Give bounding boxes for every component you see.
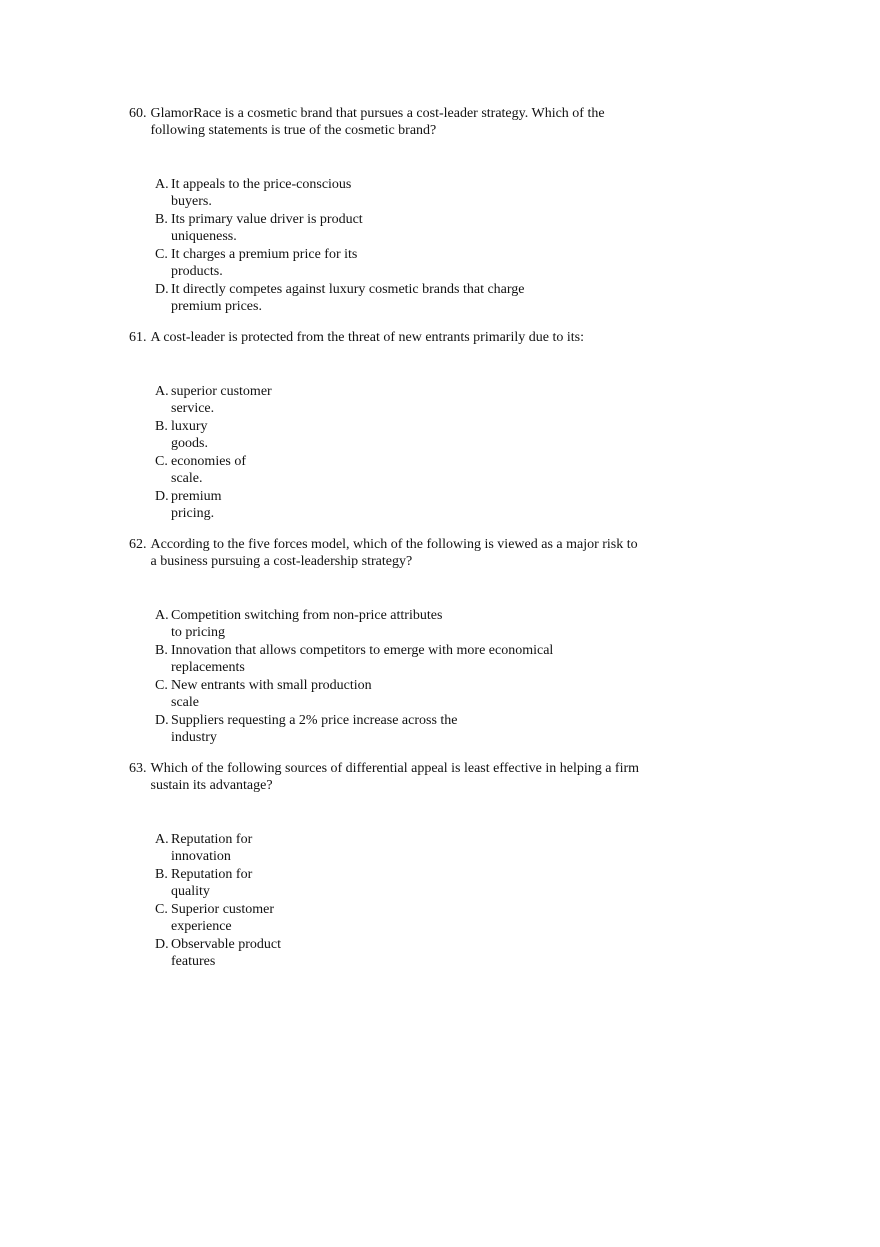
option-a[interactable] — [155, 607, 689, 641]
question-number: 62. — [129, 537, 147, 552]
question-stem — [129, 105, 689, 139]
option-b[interactable] — [155, 418, 689, 452]
option-text: quality — [171, 884, 210, 899]
question-60 — [129, 105, 689, 316]
option-text: It appeals to the price-conscious — [171, 177, 352, 192]
option-b[interactable] — [155, 866, 689, 900]
option-letter: B. — [155, 212, 168, 227]
option-letter: C. — [155, 678, 168, 693]
option-text: Innovation that allows competitors to emerge with more economical — [171, 643, 554, 658]
stem-line: sustain its advantage? — [150, 778, 273, 793]
option-text: It directly competes against luxury cosmetic brands that charge — [171, 282, 525, 297]
option-d[interactable] — [155, 936, 689, 970]
option-b[interactable] — [155, 211, 689, 245]
stem-line: A cost-leader is protected from the threat of new entrants primarily due to its: — [150, 330, 584, 345]
option-text: economies of — [171, 454, 247, 469]
option-letter: A. — [155, 384, 169, 399]
question-number: 63. — [129, 761, 147, 776]
stem-line: following statements is true of the cosmetic brand? — [150, 123, 437, 138]
option-text: service. — [171, 401, 215, 416]
question-stem — [129, 536, 689, 570]
option-letter: A. — [155, 177, 169, 192]
option-text: Competition switching from non-price attributes — [171, 608, 443, 623]
option-c[interactable] — [155, 677, 689, 711]
stem-line: Which of the following sources of differential appeal is least effective in helping a firm — [150, 761, 640, 776]
option-c[interactable] — [155, 901, 689, 935]
option-text: superior customer — [171, 384, 272, 399]
option-text: products. — [171, 264, 223, 279]
option-text: Observable product — [171, 937, 282, 952]
option-text: buyers. — [171, 194, 212, 209]
option-text: It charges a premium price for its — [171, 247, 358, 262]
option-text: Its primary value driver is product — [171, 212, 363, 227]
option-c[interactable] — [155, 246, 689, 280]
option-text: innovation — [171, 849, 231, 864]
option-text: experience — [171, 919, 232, 934]
option-a[interactable] — [155, 176, 689, 210]
question-stem — [129, 760, 689, 794]
stem-line: GlamorRace is a cosmetic brand that pursues a cost-leader strategy. Which of the — [150, 106, 605, 121]
option-c[interactable] — [155, 453, 689, 487]
option-text: Reputation for — [171, 867, 253, 882]
question-number: 61. — [129, 330, 147, 345]
question-63 — [129, 760, 689, 971]
option-b[interactable] — [155, 642, 689, 676]
question-61 — [129, 329, 689, 523]
option-text: pricing. — [171, 506, 215, 521]
answer-options — [155, 831, 689, 970]
option-letter: B. — [155, 867, 168, 882]
option-a[interactable] — [155, 831, 689, 865]
stem-line: a business pursuing a cost-leadership strategy? — [150, 554, 413, 569]
option-letter: C. — [155, 454, 168, 469]
option-text: scale — [171, 695, 199, 710]
option-text: premium prices. — [171, 299, 262, 314]
option-text: features — [171, 954, 216, 969]
option-text: replacements — [171, 660, 245, 675]
option-letter: D. — [155, 713, 169, 728]
question-number: 60. — [129, 106, 147, 121]
option-d[interactable] — [155, 712, 689, 746]
option-text: scale. — [171, 471, 203, 486]
question-stem — [129, 329, 689, 346]
option-d[interactable] — [155, 281, 689, 315]
option-letter: D. — [155, 489, 169, 504]
option-text: premium — [171, 489, 222, 504]
option-text: luxury — [171, 419, 208, 434]
option-letter: A. — [155, 832, 169, 847]
answer-options — [155, 383, 689, 522]
option-letter: B. — [155, 643, 168, 658]
answer-options — [155, 176, 689, 315]
option-text: Suppliers requesting a 2% price increase across the — [171, 713, 458, 728]
option-text: Superior customer — [171, 902, 275, 917]
option-text: to pricing — [171, 625, 226, 640]
option-text: industry — [171, 730, 217, 745]
option-text: uniqueness. — [171, 229, 237, 244]
option-text: New entrants with small production — [171, 678, 372, 693]
option-letter: D. — [155, 937, 169, 952]
option-letter: C. — [155, 247, 168, 262]
option-d[interactable] — [155, 488, 689, 522]
stem-line: According to the five forces model, which of the following is viewed as a major risk to — [150, 537, 638, 552]
option-letter: D. — [155, 282, 169, 297]
option-letter: B. — [155, 419, 168, 434]
option-letter: A. — [155, 608, 169, 623]
answer-options — [155, 607, 689, 746]
option-text: goods. — [171, 436, 208, 451]
option-letter: C. — [155, 902, 168, 917]
question-62 — [129, 536, 689, 747]
option-text: Reputation for — [171, 832, 253, 847]
option-a[interactable] — [155, 383, 689, 417]
